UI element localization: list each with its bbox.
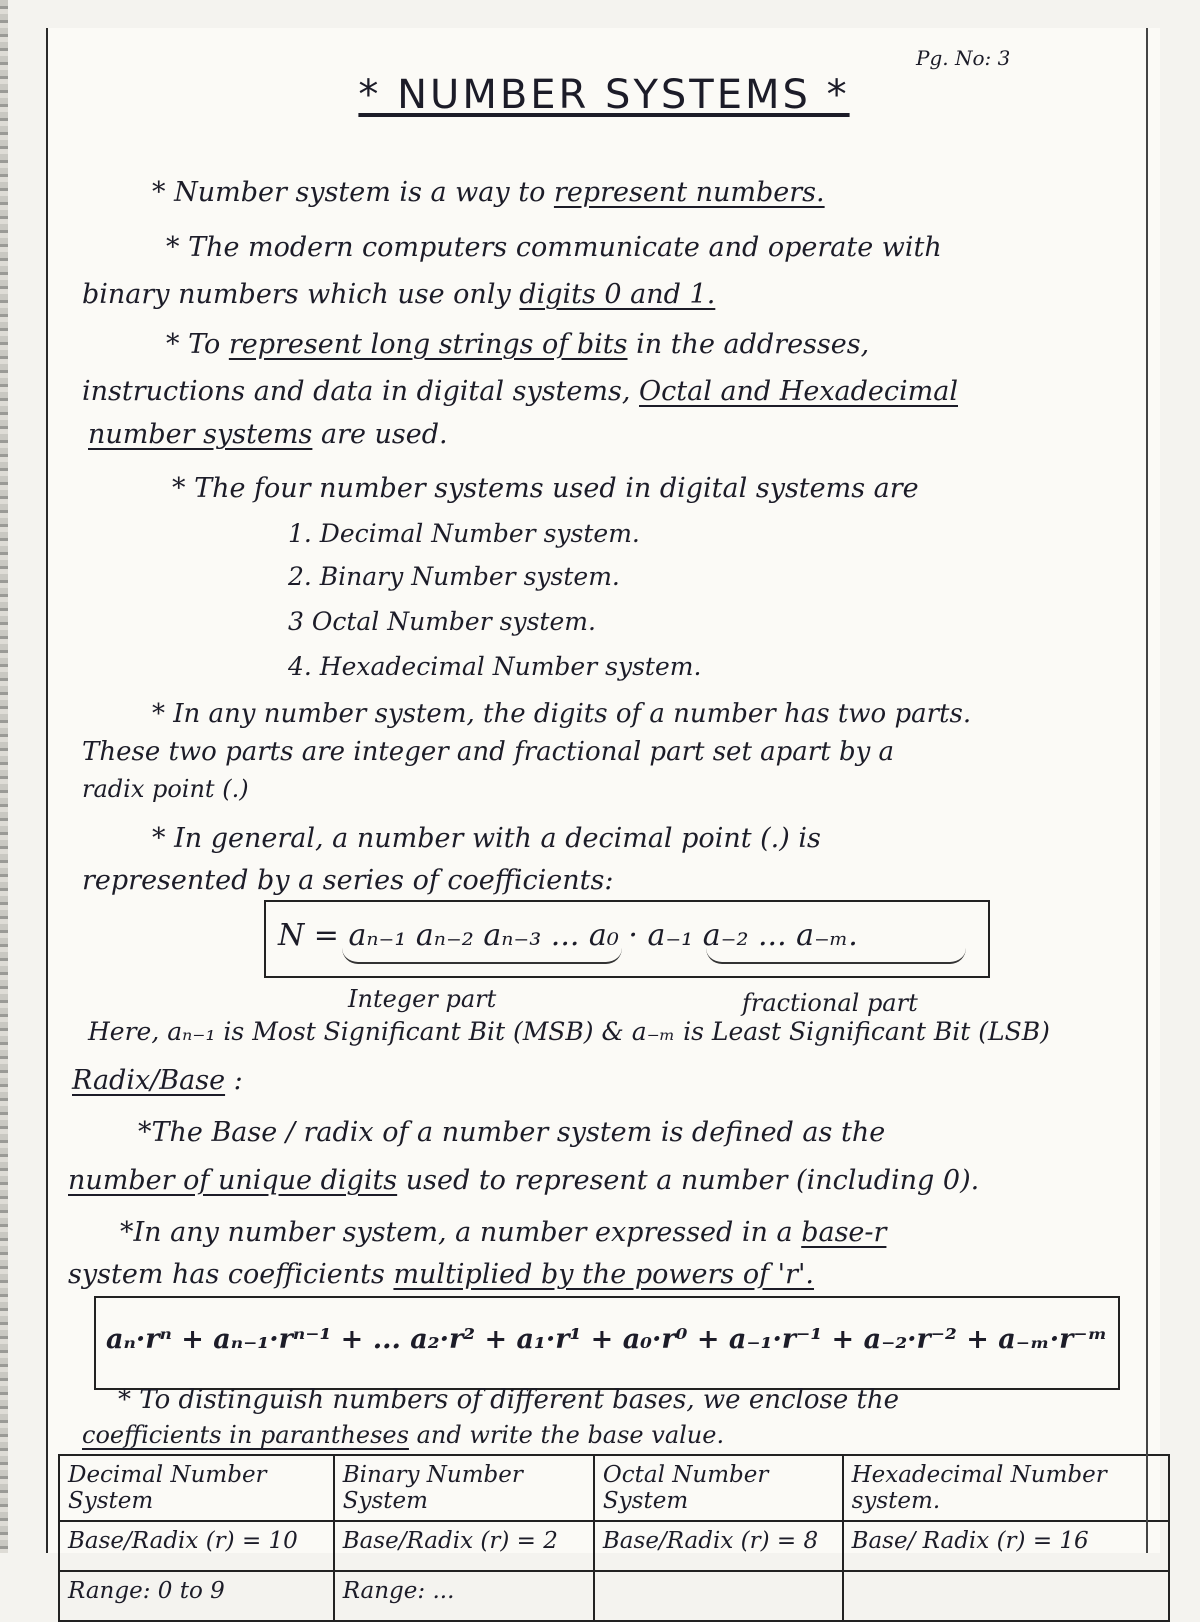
- para2-line2-underlined: digits 0 and 1.: [519, 279, 716, 310]
- para3-line3-suffix: are used.: [312, 419, 448, 450]
- table-cell: Base/Radix (r) = 8: [594, 1521, 843, 1571]
- coefficient-formula-box: [264, 900, 990, 978]
- scan-edge: [0, 0, 8, 1553]
- number-systems-table: [58, 1454, 1170, 1622]
- table-header-cell: Binary Number System: [334, 1455, 594, 1521]
- msb-lsb-line: Here, aₙ₋₁ is Most Significant Bit (MSB) & a₋ₘ is Least Significant Bit (LSB): [88, 1017, 1050, 1046]
- para-number-system-definition: [152, 178, 825, 208]
- para5-line1: * In any number system, the digits of a number has two parts.: [152, 699, 972, 729]
- table-cell: [594, 1571, 843, 1621]
- para8-line1-underlined: base-r: [801, 1217, 887, 1248]
- table-header-row: [59, 1455, 1169, 1521]
- table-cell: Base/Radix (r) = 10: [59, 1521, 334, 1571]
- para5-line2: These two parts are integer and fractional part set apart by a: [82, 737, 895, 767]
- para3-line2-prefix: instructions and data in digital systems,: [82, 376, 640, 407]
- integer-part-label: Integer part: [348, 985, 497, 1013]
- page-title: [48, 72, 1160, 118]
- para7-line2-underlined: number of unique digits: [68, 1165, 398, 1196]
- power-series-formula: aₙ·rⁿ + aₙ₋₁·rⁿ⁻¹ + ... a₂·r² + a₁·r¹ + a₀·r⁰ + a₋₁·r⁻¹ + a₋₂·r⁻² + a₋ₘ·r⁻ᵐ: [106, 1324, 1108, 1355]
- para1-underlined: represent numbers.: [553, 177, 825, 208]
- para8-line1-prefix: *In any number system, a number expressed in a: [120, 1217, 802, 1248]
- radix-heading-text: Radix/Base: [72, 1065, 226, 1096]
- para3-line1-underlined: represent long strings of bits: [228, 329, 628, 360]
- para2-line1: * The modern computers communicate and operate with: [166, 232, 942, 263]
- para8-line2-underlined: multiplied by the powers of 'r'.: [393, 1259, 815, 1290]
- list-item-decimal: 1. Decimal Number system.: [288, 519, 640, 548]
- para6-line2: represented by a series of coefficients:: [82, 865, 614, 896]
- para1-prefix: * Number system is a way to: [152, 177, 554, 208]
- para2-line2-prefix: binary numbers which use only: [82, 279, 520, 310]
- list-item-binary: 2. Binary Number system.: [288, 562, 620, 591]
- list-item-octal: 3 Octal Number system.: [288, 607, 596, 636]
- para3-line2-underlined: Octal and Hexadecimal: [639, 376, 958, 407]
- integer-part-brace: [342, 948, 622, 964]
- power-series-formula-box: [94, 1296, 1120, 1390]
- para6-line1: * In general, a number with a decimal point (.) is: [152, 823, 821, 854]
- fractional-part-brace: [706, 948, 966, 964]
- para3-line1: [166, 330, 869, 360]
- para3-line1-prefix: * To: [166, 329, 229, 360]
- radix-heading: [72, 1066, 243, 1096]
- coefficient-formula: N = aₙ₋₁ aₙ₋₂ aₙ₋₃ ... a₀ · a₋₁ a₋₂ ... a₋ₘ.: [278, 918, 858, 953]
- list-item-hexadecimal: 4. Hexadecimal Number system.: [288, 652, 702, 681]
- para9-line2: [82, 1422, 724, 1448]
- table-cell: Base/Radix (r) = 2: [334, 1521, 594, 1571]
- para8-line1: [120, 1218, 886, 1248]
- title-text: * NUMBER SYSTEMS *: [358, 72, 850, 118]
- table-row: [59, 1571, 1169, 1621]
- para8-line2-prefix: system has coefficients: [68, 1259, 394, 1290]
- para5-line3: radix point (.): [82, 775, 249, 803]
- table-cell: [843, 1571, 1169, 1621]
- para8-line2: [68, 1260, 814, 1290]
- para9-line2-suffix: and write the base value.: [408, 1421, 725, 1449]
- para3-line1-suffix: in the addresses,: [627, 329, 870, 360]
- radix-colon: :: [233, 1065, 243, 1096]
- table-row: [59, 1521, 1169, 1571]
- table-header-cell: Octal Number System: [594, 1455, 843, 1521]
- para9-line2-underlined: coefficients in parantheses: [82, 1421, 409, 1449]
- page-number: Pg. No: 3: [916, 46, 1011, 70]
- para3-line3: [88, 420, 448, 450]
- notebook-page: [46, 28, 1160, 1604]
- fractional-part-label: fractional part: [742, 989, 918, 1017]
- para4-intro: * The four number systems used in digital systems are: [172, 473, 919, 504]
- para2-line2: [82, 280, 715, 310]
- para9-line1: * To distinguish numbers of different bases, we enclose the: [118, 1385, 900, 1415]
- para3-line2: [82, 377, 958, 407]
- para7-line2: [68, 1166, 979, 1196]
- table-header-cell: Decimal Number System: [59, 1455, 334, 1521]
- para7-line2-suffix: used to represent a number (including 0).: [397, 1165, 980, 1196]
- table-cell: Base/ Radix (r) = 16: [843, 1521, 1169, 1571]
- table-header-cell: Hexadecimal Number system.: [843, 1455, 1169, 1521]
- page-right-margin-line: [1146, 28, 1148, 1553]
- table-cell: Range: ...: [334, 1571, 594, 1621]
- para3-line3-underlined: number systems: [88, 419, 313, 450]
- para7-line1: *The Base / radix of a number system is defined as the: [138, 1117, 886, 1148]
- table-cell: Range: 0 to 9: [59, 1571, 334, 1621]
